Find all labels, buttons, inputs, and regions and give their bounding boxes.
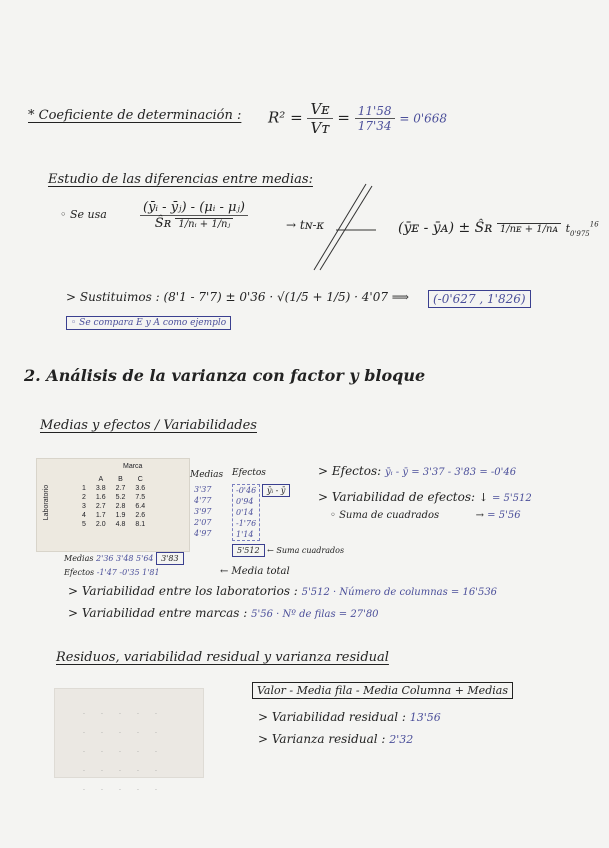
diff-den-s: Ŝʀ [154, 216, 172, 231]
diff-den [155, 216, 233, 231]
diff-title: Estudio de las diferencias entre medias: [48, 172, 313, 187]
section2-title: 2. Análisis de la varianza con factor y bloque [24, 366, 426, 385]
subst-label: > Sustituimos : [66, 290, 160, 304]
medias-row-values: 2'36 3'48 5'64 [96, 554, 154, 563]
medias-box: 3'83 [156, 552, 183, 565]
var-ef-label: > Variabilidad de efectos: [318, 490, 476, 504]
efecto-value: 0'14 [236, 508, 254, 517]
var-efectos-line: > Variabilidad de efectos: ↓ = 5'512 [318, 490, 532, 504]
residuos-table-photo [54, 688, 204, 794]
media-value: 3'97 [194, 507, 212, 516]
efectos-row-values: -1'47 -0'35 1'81 [96, 568, 160, 577]
r2-val-fraction [355, 104, 395, 133]
suma-val: = 5'56 [487, 510, 521, 521]
diff-expression [140, 200, 248, 231]
suma-text: ◦ Suma de cuadrados [330, 510, 440, 521]
cell: 2.8 [115, 503, 126, 510]
media-total-label: ← Media total [220, 566, 290, 577]
diff-interval-root: 1/nᴇ + 1/nᴀ [497, 223, 561, 235]
subst-expr: (8'1 - 7'7) ± 0'36 · √(1/5 + 1/5) · 4'07 ⟹ [163, 290, 409, 304]
table-row-label: Laboratorio [43, 484, 51, 521]
col-b: B [118, 476, 123, 483]
efecto-value: 0'94 [236, 497, 254, 506]
media-value: 4'97 [194, 529, 212, 538]
efectos-row-label: Efectos [64, 568, 95, 577]
cell: 6.4 [135, 503, 146, 510]
cell: 3.6 [135, 485, 146, 492]
residuos-formula-box: Valor - Media fila - Media Columna + Medias [252, 682, 513, 699]
r2-den-val: 17'34 [357, 119, 392, 133]
var-marcas-val: 5'56 · Nº de filas = 27'80 [251, 609, 379, 620]
varianza-res-label: > Varianza residual : [258, 732, 386, 746]
r2-lhs: R² [268, 108, 286, 127]
diff-den-root: 1/nᵢ + 1/nⱼ [175, 218, 233, 230]
table-row [77, 493, 150, 502]
table-header: Marca [123, 463, 143, 470]
efectos-col [232, 484, 260, 541]
table-row [77, 484, 150, 493]
r2-den: Vᴛ [310, 119, 330, 137]
var-marcas-line [68, 606, 379, 620]
cell: 7.5 [135, 494, 146, 501]
diff-t: t [565, 222, 570, 235]
cell: 8.1 [135, 521, 146, 528]
var-lab-label: > Variabilidad entre los laboratorios : [68, 584, 298, 598]
row-index: 3 [82, 503, 86, 510]
subst-line [66, 290, 409, 304]
table-row [77, 502, 150, 511]
media-value: 4'77 [194, 496, 212, 505]
diff-t-sub: 0'975 [569, 229, 590, 238]
row-index: 1 [82, 485, 86, 492]
row-index: 5 [82, 521, 86, 528]
data-table [77, 475, 150, 529]
var-lab-val: 5'512 · Número de columnas = 16'536 [301, 587, 498, 598]
ybar-box: ȳᵢ - ȳ [262, 484, 290, 497]
var-res-val: 13'56 [409, 711, 441, 724]
cell: 1.6 [95, 494, 106, 501]
cell: 3.8 [95, 485, 106, 492]
medias-row-label: Medias [64, 554, 94, 563]
efecto-value: -0'46 [236, 486, 257, 495]
ef-expr: ȳᵢ - ȳ = 3'37 - 3'83 = -0'46 [384, 467, 517, 478]
diff-interval-text: (ȳᴇ - ȳᴀ) ± Ŝʀ [398, 220, 493, 236]
r2-title-text: * Coeficiente de determinación : [28, 108, 242, 123]
cell: 1.9 [115, 512, 126, 519]
media-value: 3'37 [194, 485, 212, 494]
medias-col-head: Medias [190, 470, 224, 480]
cell: 4.8 [115, 521, 126, 528]
varianza-residual-line [258, 732, 413, 746]
subst-result-box: (-0'627 , 1'826) [428, 290, 531, 308]
efecto-value: 1'14 [236, 530, 254, 539]
diff-bullet: ◦ Se usa [60, 208, 107, 221]
ef-label: > Efectos: [318, 464, 382, 478]
residuos-title: Residuos, variabilidad residual y varianza residual [56, 650, 389, 665]
data-table-photo [36, 458, 190, 552]
diff-interval [398, 220, 599, 238]
media-value: 2'07 [194, 518, 212, 527]
diff-arrow: → tɴ-ᴋ [286, 218, 324, 232]
col-a: A [98, 476, 104, 483]
row-index: 2 [82, 494, 86, 501]
cell: 5.2 [115, 494, 126, 501]
var-ef-val: = 5'512 [491, 493, 532, 504]
r2-result: 0'668 [413, 111, 448, 126]
medias-title: Medias y efectos / Variabilidades [40, 418, 257, 433]
r2-title [28, 108, 241, 123]
faded-table: · · · · · · · · · · · · · · · · · · · · · · · · · [82, 710, 158, 794]
var-marcas-label: > Variabilidad entre marcas : [68, 606, 248, 620]
var-res-label: > Variabilidad residual : [258, 710, 406, 724]
efectos-total-box: 5'512 [232, 544, 265, 557]
cell: 2.7 [95, 503, 106, 510]
cell: 1.7 [95, 512, 106, 519]
efectos-line [318, 464, 516, 478]
diff-fraction [140, 200, 248, 231]
table-row [77, 511, 150, 520]
varianza-res-val: 2'32 [389, 733, 414, 746]
r2-formula: R² = $\frac{\text{Vᴇ}}{\text{Vᴛ}}$ = $\frac{11'58}{17'34}$ = 0'668 [268, 100, 448, 137]
diff-num: (ȳᵢ - ȳⱼ) - (μᵢ - μⱼ) [140, 200, 248, 216]
cell: 2.0 [95, 521, 106, 528]
strike-lines [306, 182, 376, 272]
r2-fraction [307, 100, 332, 137]
cell: 2.6 [135, 512, 146, 519]
table-col-headers [77, 475, 150, 484]
r2-num: Vᴇ [307, 100, 332, 119]
suma-cuadrados-note [232, 546, 344, 555]
r2-num-val: 11'58 [355, 104, 395, 119]
efectos-col-head: Efectos [232, 468, 266, 478]
medias-row [64, 554, 184, 563]
suma-label: ← Suma cuadrados [267, 546, 345, 555]
efectos-row [64, 568, 160, 577]
medias-col [194, 484, 211, 539]
col-c: C [137, 476, 143, 483]
efecto-value: -1'76 [236, 519, 257, 528]
var-residual-line [258, 710, 441, 724]
cell: 2.7 [115, 485, 126, 492]
suma-line: ◦ Suma de cuadrados → = 5'56 [330, 510, 521, 521]
subst-note-box: ◦ Se compara E y A como ejemplo [66, 316, 231, 330]
table-row [77, 520, 150, 529]
row-index: 4 [82, 512, 86, 519]
diff-t-sup: 16 [589, 220, 599, 229]
var-lab-line [68, 584, 497, 598]
